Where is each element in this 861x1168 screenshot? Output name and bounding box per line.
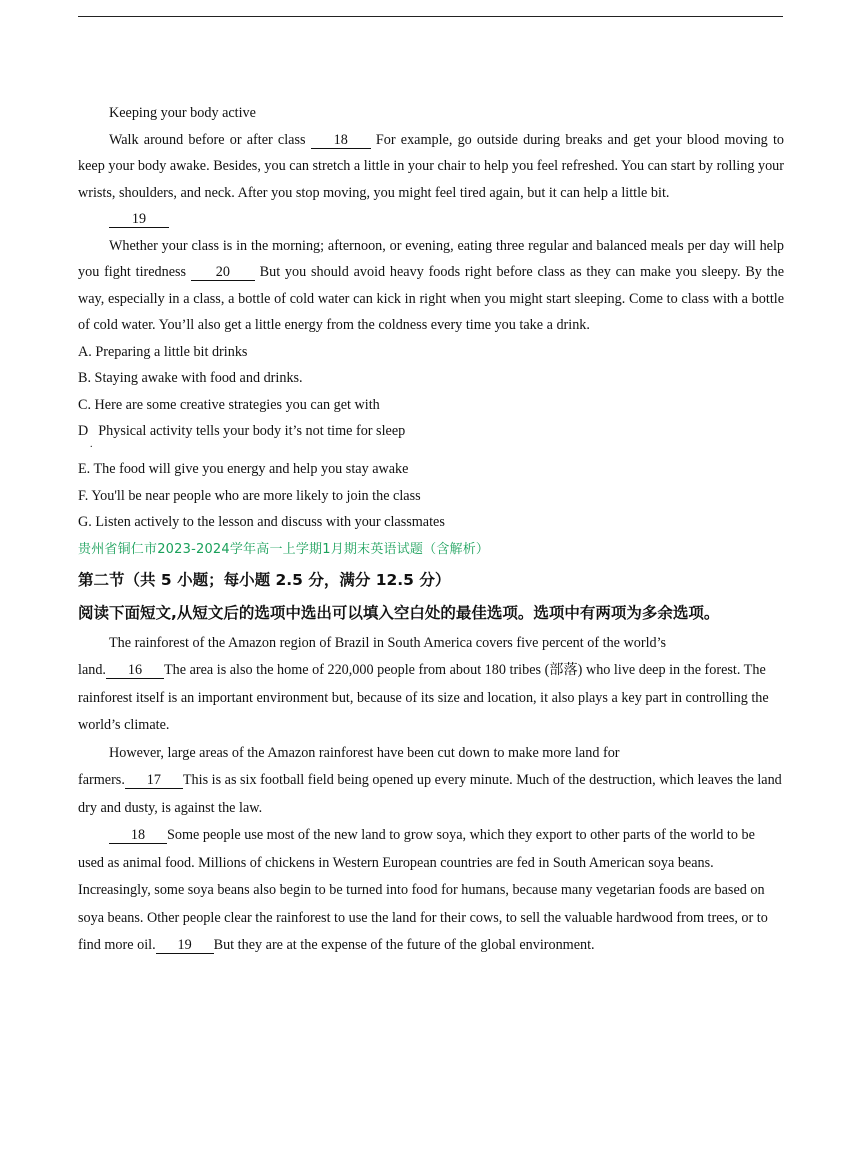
passage-text: This is as six football field being opened up every minute. Much of the destruction, which leaves the land dry and dusty, is against the law. bbox=[78, 772, 782, 816]
passage-text: But they are at the expense of the future of the global environment. bbox=[213, 937, 595, 953]
option-c: C. Here are some creative strategies you can get with bbox=[78, 396, 380, 413]
passage-paragraph-3 bbox=[78, 822, 784, 960]
blank-17: 17 bbox=[125, 773, 183, 789]
paragraph-text: But you should avoid heavy foods right before class as they can make you sleepy. By the way, especially in a class, a bottle of cold water can kick in right when you might start sleeping. Come to class with a bottle of cold water. You’ll also get a little energy from the coldness every time you take a drink. bbox=[78, 264, 784, 333]
blank-19: 19 bbox=[109, 212, 169, 228]
section-title: 第二节（共 5 小题；每小题 2.5 分，满分 12.5 分） bbox=[78, 570, 451, 589]
option-d bbox=[78, 418, 784, 456]
paragraph-text: Whether your class is in the morning; afternoon, or evening, eating three regular and balanced meals per day will help you fight tiredness bbox=[78, 237, 784, 280]
blank-16: 16 bbox=[106, 663, 164, 679]
blank-18: 18 bbox=[311, 133, 371, 149]
reading-passage bbox=[78, 630, 784, 960]
passage-paragraph-2 bbox=[78, 767, 784, 822]
passage-text: land. bbox=[78, 662, 106, 678]
passage-line: However, large areas of the Amazon rainforest have been cut down to make more land for bbox=[109, 744, 620, 761]
source-title: 贵州省铜仁市2023-2024学年高一上学期1月期末英语试题（含解析） bbox=[78, 541, 490, 557]
paragraph-blank-19 bbox=[78, 206, 784, 233]
option-b: B. Staying awake with food and drinks. bbox=[78, 370, 303, 386]
paragraph-walk-around bbox=[78, 127, 784, 207]
option-a: A. Preparing a little bit drinks bbox=[78, 343, 248, 360]
instruction-text: 阅读下面短文,从短文后的选项中选出可以填入空白处的最佳选项。选项中有两项为多余选项。 bbox=[78, 603, 720, 622]
document-body bbox=[78, 100, 784, 960]
paragraph-text: For example, go outside during breaks and get your blood moving to keep your body awake. Besides, you can stretch a little in your chair to help you feel refreshed. You can start by rolling your wrists, shoulders, and neck. After you stop moving, you might feel tired again, but it can help a little bit. bbox=[78, 131, 784, 201]
section-heading-body-active: Keeping your body active bbox=[109, 105, 256, 121]
option-g: G. Listen actively to the lesson and discuss with your classmates bbox=[78, 514, 445, 530]
option-d-letter: D bbox=[78, 423, 89, 439]
passage-paragraph-1 bbox=[78, 657, 784, 740]
header-rule bbox=[78, 16, 783, 17]
option-d-text: Physical activity tells your body it’s not time for sleep bbox=[98, 423, 406, 439]
passage-line: The rainforest of the Amazon region of Brazil in South America covers five percent of the world’s bbox=[109, 634, 667, 651]
blank-19-second: 19 bbox=[156, 938, 214, 954]
option-d-dot: . bbox=[90, 439, 93, 450]
paragraph-text: Walk around before or after class bbox=[109, 131, 311, 148]
blank-20: 20 bbox=[191, 265, 255, 281]
passage-text: Some people use most of the new land to grow soya, which they export to other parts of the world to be used as animal food. Millions of chickens in Western European countries are fed in South American soya beans. Increasingly, some soya beans also begin to be turned into food for humans, because many vegetarian foods are based on soya beans. Other people clear the rainforest to use the land for their cows, to sell the valuable hardwood from trees, or to find more oil. bbox=[78, 827, 768, 953]
option-f: F. You'll be near people who are more likely to join the class bbox=[78, 487, 421, 504]
paragraph-meals bbox=[78, 233, 784, 339]
passage-text: farmers. bbox=[78, 772, 125, 788]
option-e: E. The food will give you energy and help you stay awake bbox=[78, 461, 409, 477]
passage-text: The area is also the home of 220,000 people from about 180 tribes (部落) who live deep in the forest. The rainforest itself is an important environment but, because of its size and location, it also plays a key part in controlling the world’s climate. bbox=[78, 662, 769, 733]
blank-18-second: 18 bbox=[109, 828, 167, 844]
